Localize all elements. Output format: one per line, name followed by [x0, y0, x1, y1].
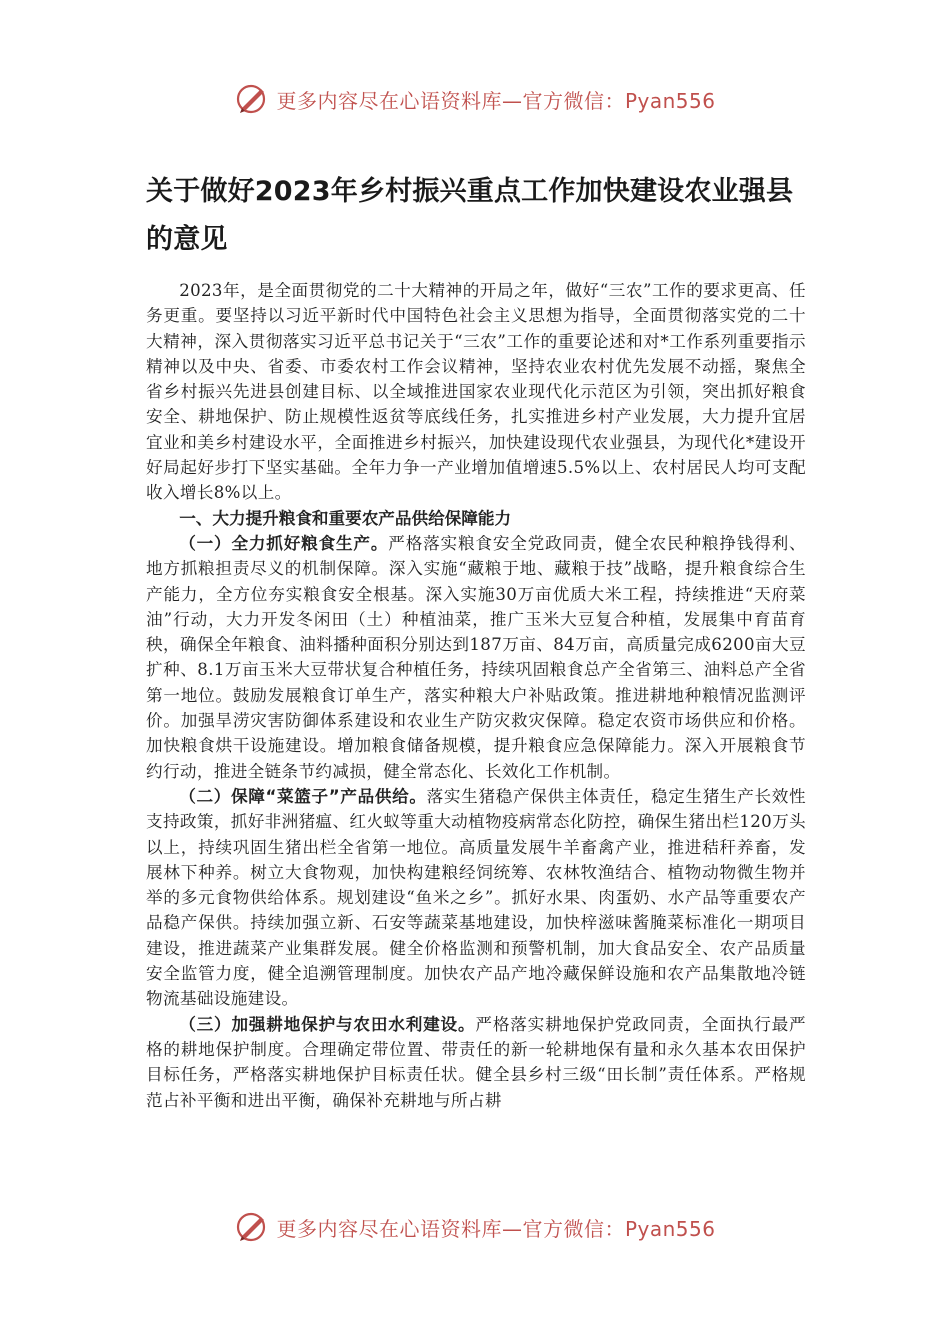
paragraph-farmland-protection: [146, 1012, 806, 1113]
watermark-text: 更多内容尽在心语资料库—官方微信：Pyan556: [276, 1216, 716, 1241]
pen-circle-logo-icon: [234, 1210, 268, 1244]
paragraph-text: 严格落实粮食安全党政同责，健全农民种粮挣钱得利、地方抓粮担责尽义的机制保障。深入实施“藏粮于地、藏粮于技”战略，提升粮食综合生产能力，全方位夯实粮食安全根基。深入实施30万亩优质大米工程，持续推进“天府菜油”行动，大力开发冬闲田（土）种植油菜，推广玉米大豆复合种植，发展集中育苗育秧，确保全年粮食、油料播种面积分别达到187万亩、84万亩，高质量完成6200亩大豆扩种、8.1万亩玉米大豆带状复合种植任务，持续巩固粮食总产全省第三、油料总产全省第一地位。鼓励发展粮食订单生产，落实种粮大户补贴政策。推进耕地种粮情况监测评价。加强旱涝灾害防御体系建设和农业生产防灾救灾保障。稳定农资市场供应和价格。加快粮食烘干设施建设。增加粮食储备规模，提升粮食应急保障能力。深入开展粮食节约行动，推进全链条节约减损，健全常态化、长效化工作机制。: [146, 533, 806, 781]
paragraph-lead: （一）全力抓好粮食生产。: [179, 533, 389, 553]
document-page: [146, 168, 806, 1113]
paragraph-text: 严格落实耕地保护党政同责，全面执行最严格的耕地保护制度。合理确定带位置、带责任的新一轮耕地保有量和永久基本农田保护目标任务，严格落实耕地保护目标责任状。健全县乡村三级“田长制”责任体系。严格规范占补平衡和进出平衡，确保补充耕地与所占耕: [146, 1014, 806, 1110]
footer-watermark: [0, 1210, 950, 1244]
header-watermark: [0, 82, 950, 116]
paragraph-grain-production: [146, 531, 806, 784]
section-1-heading: 一、大力提升粮食和重要农产品供给保障能力: [179, 508, 512, 528]
intro-paragraph: 2023年，是全面贯彻党的二十大精神的开局之年，做好“三农”工作的要求更高、任务更重。要坚持以习近平新时代中国特色社会主义思想为指导，全面贯彻落实党的二十大精神，深入贯彻落实习近平总书记关于“三农”工作的重要论述和对*工作系列重要指示精神以及中央、省委、市委农村工作会议精神，坚持农业农村优先发展不动摇，聚焦全省乡村振兴先进县创建目标、以全域推进国家农业现代化示范区为引领，突出抓好粮食安全、耕地保护、防止规模性返贫等底线任务，扎实推进乡村产业发展，大力提升宜居宜业和美乡村建设水平，全面推进乡村振兴，加快建设现代农业强县，为现代化*建设开好局起好步打下坚实基础。全年力争一产业增加值增速5.5%以上、农村居民人均可支配收入增长8%以上。: [146, 281, 806, 503]
paragraph-vegetable-basket: [146, 784, 806, 1012]
pen-circle-logo-icon: [234, 82, 268, 116]
paragraph-text: 落实生猪稳产保供主体责任，稳定生猪生产长效性支持政策，抓好非洲猪瘟、红火蚁等重大动植物疫病常态化防控，确保生猪出栏120万头以上，持续巩固生猪出栏全省第一地位。高质量发展牛羊畜禽产业，推进秸秆养畜，发展林下种养。树立大食物观，加快构建粮经饲统筹、农林牧渔结合、植物动物微生物并举的多元食物供给体系。规划建设“鱼米之乡”。抓好水果、肉蛋奶、水产品等重要农产品稳产保供。持续加强立新、石安等蔬菜基地建设，加快梓滋味酱腌菜标准化一期项目建设，推进蔬菜产业集群发展。健全价格监测和预警机制，加大食品安全、农产品质量安全监管力度，健全追溯管理制度。加快农产品产地冷藏保鲜设施和农产品集散地冷链物流基础设施建设。: [146, 786, 807, 1009]
paragraph-lead: （二）保障“菜篮子”产品供给。: [179, 786, 427, 806]
document-title: 关于做好2023年乡村振兴重点工作加快建设农业强县的意见: [146, 176, 794, 255]
paragraph-lead: （三）加强耕地保护与农田水利建设。: [179, 1014, 476, 1034]
watermark-text: 更多内容尽在心语资料库—官方微信：Pyan556: [276, 88, 716, 113]
